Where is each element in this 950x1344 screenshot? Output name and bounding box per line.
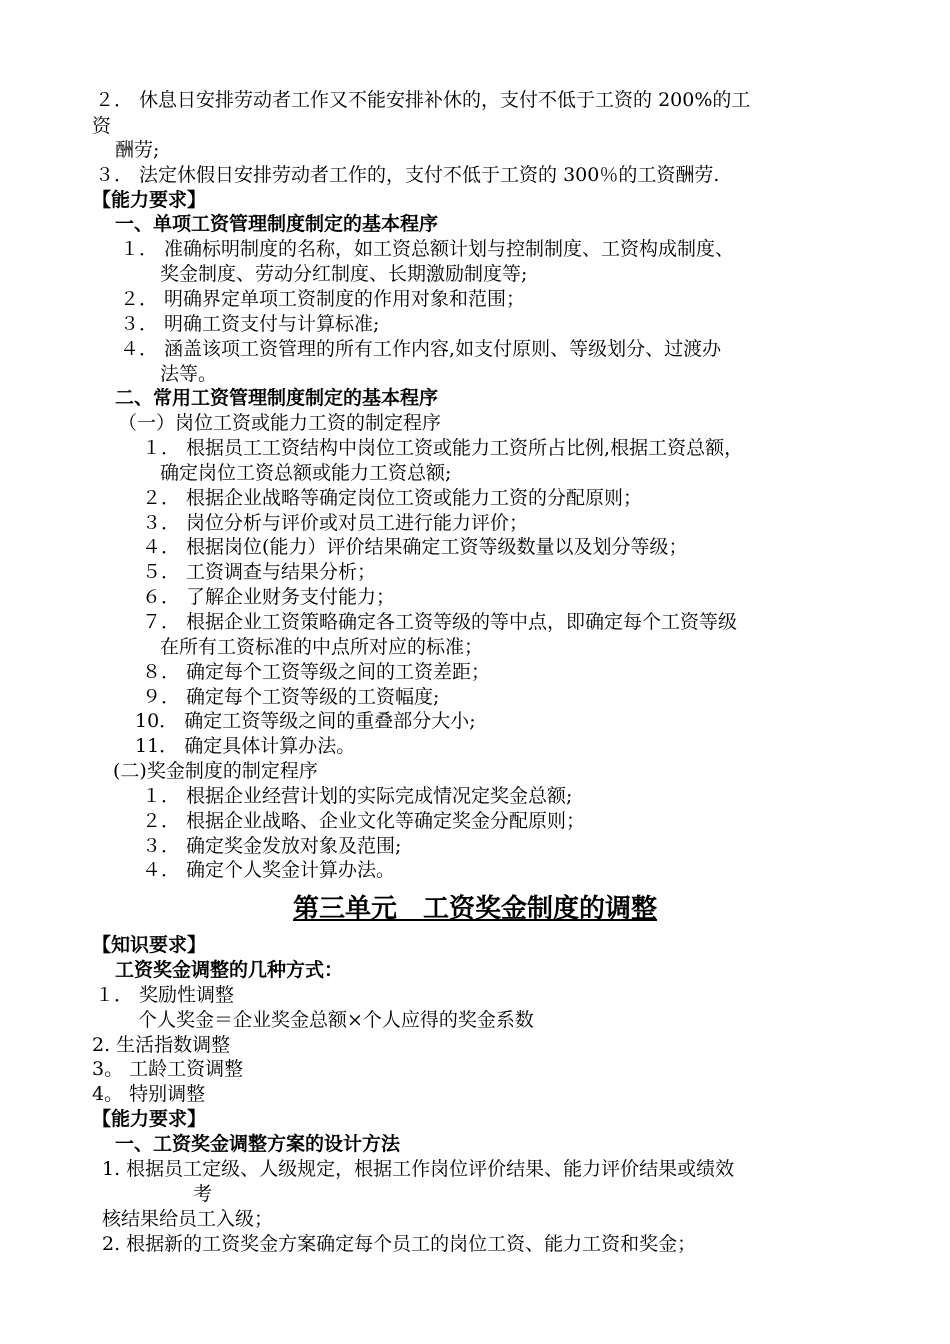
text-line: ２． 根据企业战略、企业文化等确定奖金分配原则； (142, 810, 586, 832)
text-line: ７． 根据企业工资策略确定各工资等级的等中点，即确定每个工资等级 (142, 611, 738, 633)
text-line: 奖金制度、劳动分红制度、长期激励制度等; (160, 263, 528, 285)
text-line: ３． 岗位分析与评价或对员工进行能力评价； (142, 512, 529, 534)
text-line: 确定岗位工资总额或能力工资总额; (160, 462, 452, 484)
section-heading: 一、工资奖金调整方案的设计方法 (115, 1133, 401, 1155)
unit-title: 第三单元 工资奖金制度的调整 (292, 894, 657, 924)
section-heading: 二、常用工资管理制度制定的基本程序 (115, 387, 439, 409)
text-line: (二)奖金制度的制定程序 (113, 760, 318, 782)
text-line: ４． 确定个人奖金计算办法。 (142, 859, 396, 881)
section-heading: 【能力要求】 (92, 1108, 207, 1130)
text-line: ２． 休息日安排劳动者工作又不能安排补休的，支付不低于工资的 200%的工 (95, 89, 751, 111)
section-heading: 【能力要求】 (92, 189, 207, 211)
text-line: ２． 根据企业战略等确定岗位工资或能力工资的分配原则； (142, 487, 643, 509)
text-line: 个人奖金＝企业奖金总额×个人应得的奖金系数 (138, 1009, 534, 1031)
text-line: ９． 确定每个工资等级的工资幅度; (142, 686, 440, 708)
text-line: ２． 明确界定单项工资制度的作用对象和范围； (120, 288, 526, 310)
text-line: ３． 明确工资支付与计算标准; (120, 313, 380, 335)
text-line: ４． 涵盖该项工资管理的所有工作内容,如支付原则、等级划分、过渡办 (120, 338, 722, 360)
text-line: １． 根据企业经营计划的实际完成情况定奖金总额; (142, 785, 573, 807)
text-line: ４． 根据岗位(能力）评价结果确定工资等级数量以及划分等级； (142, 536, 688, 558)
text-line: ６． 了解企业财务支付能力； (142, 586, 396, 608)
section-heading: 【知识要求】 (92, 934, 207, 956)
text-line: ５． 工资调查与结果分析； (142, 561, 377, 583)
text-line: 2. 根据新的工资奖金方案确定每个员工的岗位工资、能力工资和奖金； (102, 1233, 697, 1255)
text-line: ８． 确定每个工资等级之间的工资差距； (142, 661, 491, 683)
text-line: 法等。 (160, 363, 218, 385)
text-line: 考 (193, 1183, 213, 1205)
text-line: １． 根据员工工资结构中岗位工资或能力工资所占比例,根据工资总额， (142, 437, 744, 459)
text-line: ３． 确定奖金发放对象及范围; (142, 835, 402, 857)
text-line: ３． 法定休假日安排劳动者工作的，支付不低于工资的 300％的工资酬劳. (95, 164, 720, 186)
text-line: 11． 确定具体计算办法。 (135, 735, 356, 757)
text-line: 10． 确定工资等级之间的重叠部分大小; (135, 710, 476, 732)
text-line: 在所有工资标准的中点所对应的标准； (160, 636, 484, 658)
text-line: １． 奖励性调整 (95, 984, 235, 1006)
text-line: 2. 生活指数调整 (92, 1034, 231, 1056)
text-line: 3。 工龄工资调整 (92, 1058, 244, 1080)
text-line: 4。 特别调整 (92, 1083, 206, 1105)
text-line: 资 (92, 115, 112, 137)
section-heading: 一、单项工资管理制度制定的基本程序 (115, 213, 439, 235)
text-line: 1. 根据员工定级、人级规定，根据工作岗位评价结果、能力评价结果或绩效 (102, 1158, 735, 1180)
text-line: １． 准确标明制度的名称，如工资总额计划与控制制度、工资构成制度、 (120, 238, 735, 260)
text-line: 酬劳; (115, 139, 160, 161)
text-line: 核结果给员工入级； (102, 1208, 274, 1230)
section-heading: 工资奖金调整的几种方式： (115, 959, 344, 981)
text-line: （一）岗位工资或能力工资的制定程序 (118, 412, 442, 434)
